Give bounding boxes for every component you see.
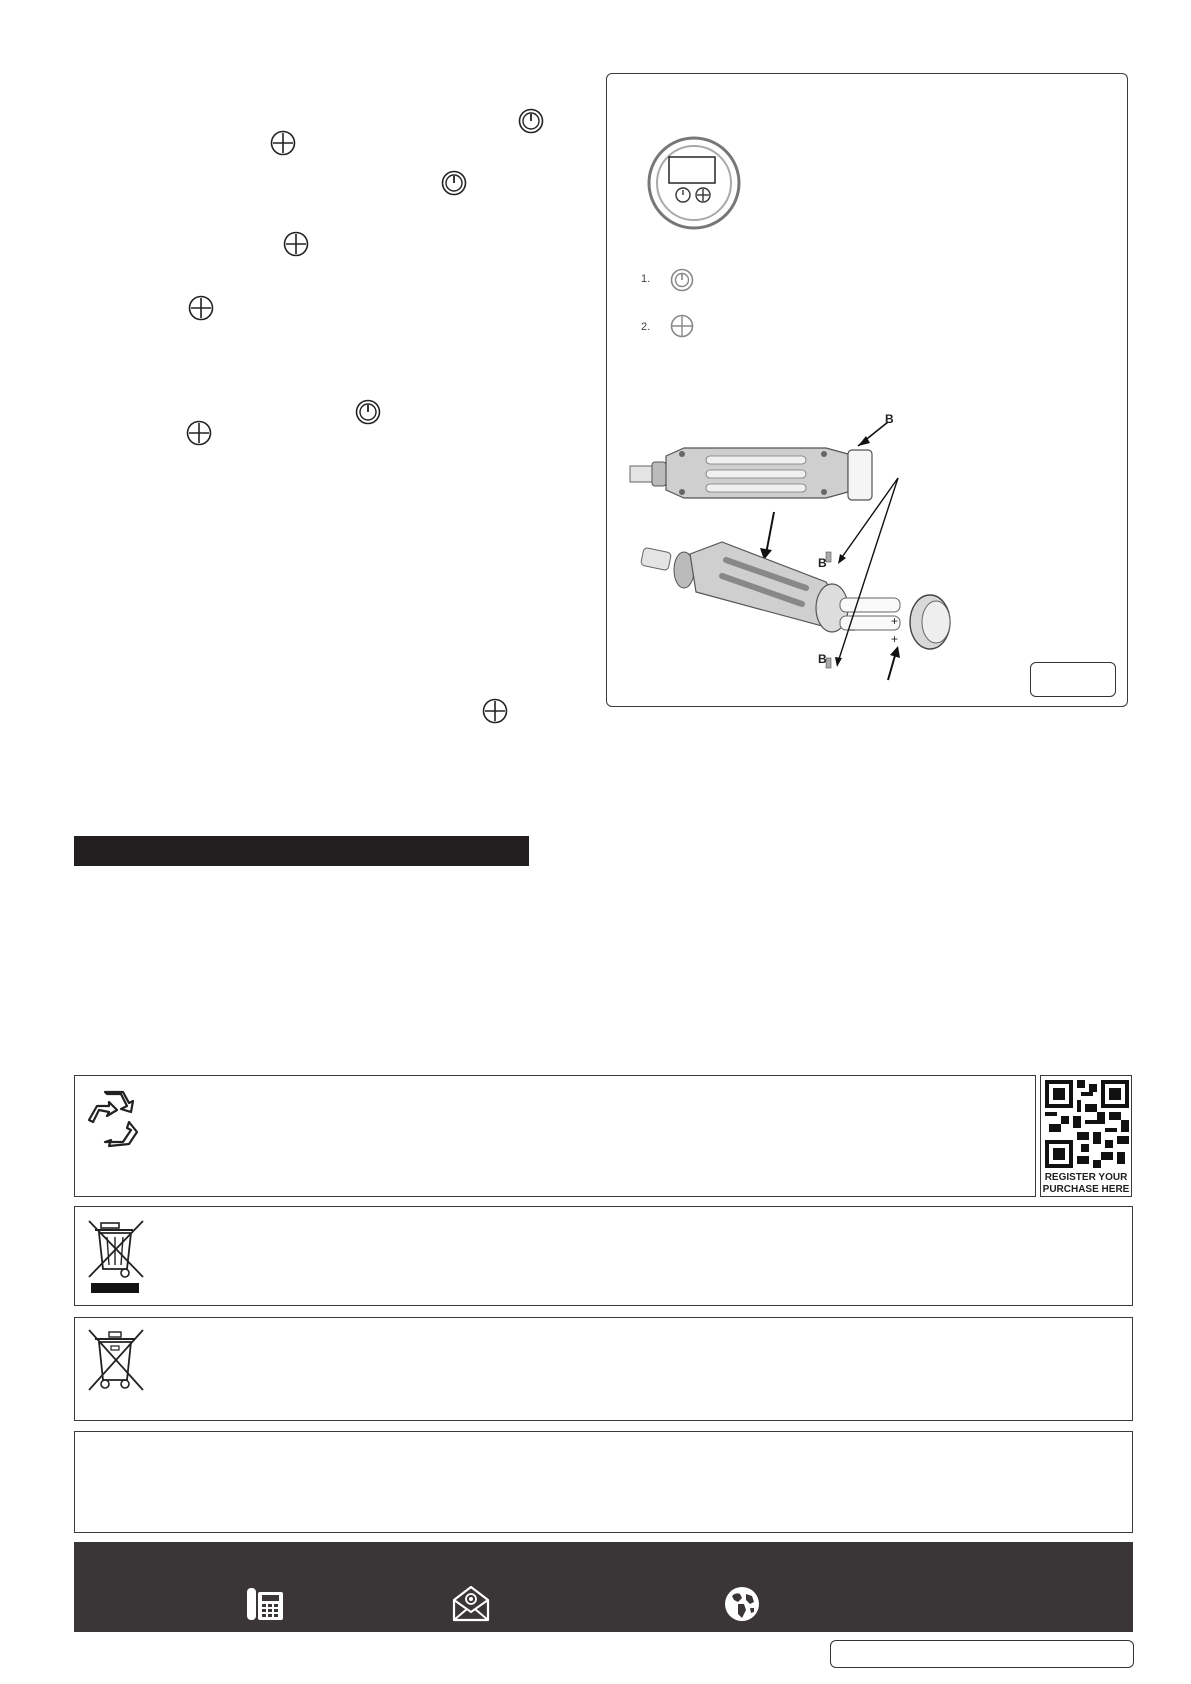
part-label-b: B (818, 556, 827, 570)
plus-circle-icon (670, 314, 694, 338)
figure-label-box (1030, 662, 1116, 697)
globe-icon (724, 1586, 760, 1622)
note-box (74, 1431, 1133, 1533)
weee-bin-icon (87, 1217, 145, 1297)
step-number: 1. (641, 273, 651, 285)
qr-caption (1041, 1172, 1131, 1196)
qr-code-box[interactable] (1040, 1075, 1132, 1197)
power-icon (670, 268, 694, 292)
battery-plus-label: + (891, 632, 899, 646)
power-icon (518, 108, 544, 134)
battery-plus-label: + (891, 614, 899, 628)
page-label-box (830, 1640, 1134, 1668)
battery-bin-icon (87, 1328, 145, 1392)
battery-minus-label: – (848, 622, 855, 636)
part-label-b: B (818, 652, 827, 666)
plus-circle-icon (186, 420, 212, 446)
contact-bar (74, 1542, 1133, 1632)
part-label-b: B (885, 412, 894, 426)
power-icon (441, 170, 467, 196)
screwdriver-battery-illustration (626, 412, 986, 682)
step-number: 2. (641, 321, 651, 333)
phone-icon (246, 1586, 284, 1622)
battery-disposal-box (74, 1317, 1133, 1421)
recycling-box (74, 1075, 1036, 1197)
display-dial-illustration (646, 135, 742, 231)
section-header-bar (74, 836, 529, 866)
email-icon (452, 1584, 490, 1622)
qr-caption-line: PURCHASE HERE (1042, 1184, 1130, 1195)
recycle-icon (85, 1088, 145, 1148)
plus-circle-icon (188, 295, 214, 321)
plus-circle-icon (270, 130, 296, 156)
weee-box (74, 1206, 1133, 1306)
power-icon (355, 399, 381, 425)
qr-caption-line: REGISTER YOUR (1044, 1172, 1128, 1183)
plus-circle-icon (283, 231, 309, 257)
plus-circle-icon (482, 698, 508, 724)
qr-code[interactable] (1045, 1080, 1129, 1168)
